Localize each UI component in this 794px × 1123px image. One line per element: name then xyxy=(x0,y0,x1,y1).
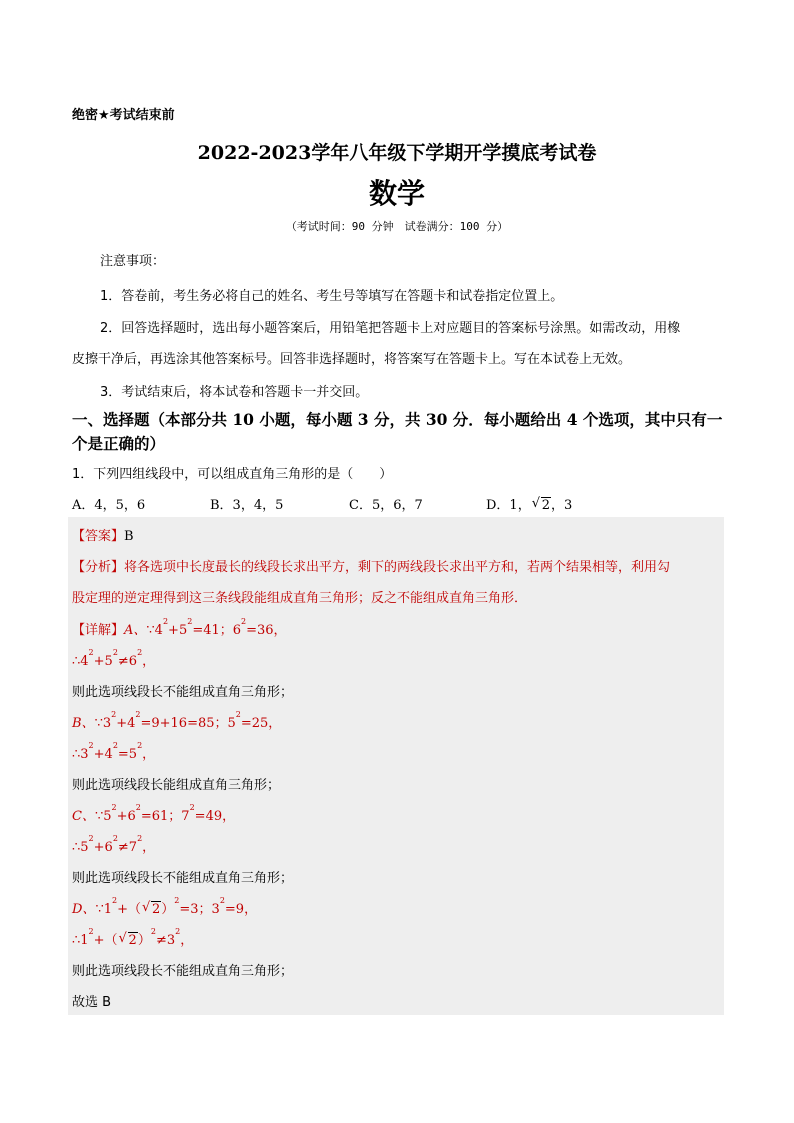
option-a: A．4，5，6 xyxy=(72,498,146,513)
exam-time-info: （考试时间：90 分钟 试卷满分：100 分） xyxy=(285,220,509,233)
detail-line-c1: C、$\because 5^2+6^2=61$；$7^2=49$， xyxy=(72,803,236,824)
notes-item-3: 3．考试结束后，将本试卷和答题卡一并交回。 xyxy=(100,385,369,400)
option-d-suffix: ，3 xyxy=(550,498,573,513)
analysis-line-2: 股定理的逆定理得到这三条线段能组成直角三角形；反之不能组成直角三角形． xyxy=(72,591,528,606)
detail-line-d2: $\therefore 1^2+(√$ $2)^2\ne 3^2$， xyxy=(72,929,193,948)
option-c: C．5，6，7 xyxy=(349,498,423,513)
answer-tag: 【答案】 xyxy=(72,529,125,544)
detail-tag: 【详解】 xyxy=(72,623,125,638)
notes-item-1: 1．答卷前，考生务必将自己的姓名、考生号等填写在答题卡和试卷指定位置上。 xyxy=(100,289,564,304)
sqrt-symbol: √ 2 xyxy=(541,497,551,513)
analysis-line-1 xyxy=(72,556,670,575)
option-b: B．3，4，5 xyxy=(210,498,284,513)
detail-line-b2: $\therefore 3^2+4^2=5^2$， xyxy=(72,741,156,762)
confidential-label: 绝密★考试结束前 xyxy=(72,108,175,123)
answer-line xyxy=(72,525,134,544)
label-b: B、 xyxy=(72,716,95,731)
detail-line-d1: D、$\because 1^2+(√$ 2）$^2$=3；$3^2=9$， xyxy=(72,898,257,917)
notes-item-2b: 皮擦干净后，再选涂其他答案标号。回答非选择题时，将答案写在答题卡上。写在本试卷上无效。 xyxy=(72,352,632,367)
detail-conclusion-d: 则此选项线段长不能组成直角三角形； xyxy=(72,964,294,979)
label-c: C、 xyxy=(72,809,95,824)
detail-line-a2: $\therefore 4^2+5^2\ne 6^2$， xyxy=(72,648,156,669)
analysis-text-1: 将各选项中长度最长的线段长求出平方，剩下的两线段长求出平方和，若两个结果相等，利用勾 xyxy=(124,560,671,575)
final-conclusion: 故选 B xyxy=(72,995,112,1010)
sqrt-symbol: √ 2 xyxy=(151,901,161,917)
notes-item-2a: 2．回答选择题时，选出每小题答案后，用铅笔把答题卡上对应题目的答案标号涂黑。如需改动，用橡 xyxy=(100,321,681,336)
answer-value: B xyxy=(124,529,134,544)
label-d: D、 xyxy=(72,902,96,917)
detail-line-a1: 【详解】A、$\because 4^2+5^2=41$；$6^2=36$， xyxy=(72,617,287,638)
detail-line-c2: $\therefore 5^2+6^2\ne 7^2$， xyxy=(72,834,156,855)
analysis-tag: 【分析】 xyxy=(72,560,125,575)
label-a: A、 xyxy=(124,623,147,638)
option-d-prefix: D．1， xyxy=(486,498,531,513)
detail-conclusion-b: 则此选项线段长能组成直角三角形； xyxy=(72,778,281,793)
subject-title: 数学 xyxy=(368,177,425,210)
section-title: 一、选择题（本部分共 10 小题，每小题 3 分，共 30 分．每小题给出 4 个选项，其中只有一个是正确的） xyxy=(72,410,723,453)
option-d xyxy=(486,494,572,513)
question-stem: 1．下列四组线段中，可以组成直角三角形的是（ ） xyxy=(72,467,393,482)
detail-conclusion-a: 则此选项线段长不能组成直角三角形； xyxy=(72,685,294,700)
detail-conclusion-c: 则此选项线段长不能组成直角三角形； xyxy=(72,871,294,886)
sqrt-symbol: √ 2 xyxy=(128,932,138,948)
notes-heading: 注意事项： xyxy=(100,254,166,269)
exam-title: 2022-2023学年八年级下学期开学摸底考试卷 xyxy=(197,142,597,164)
detail-line-b1: B、$\because 3^2+4^2=9+16=85$；$5^2=25$， xyxy=(72,710,282,731)
